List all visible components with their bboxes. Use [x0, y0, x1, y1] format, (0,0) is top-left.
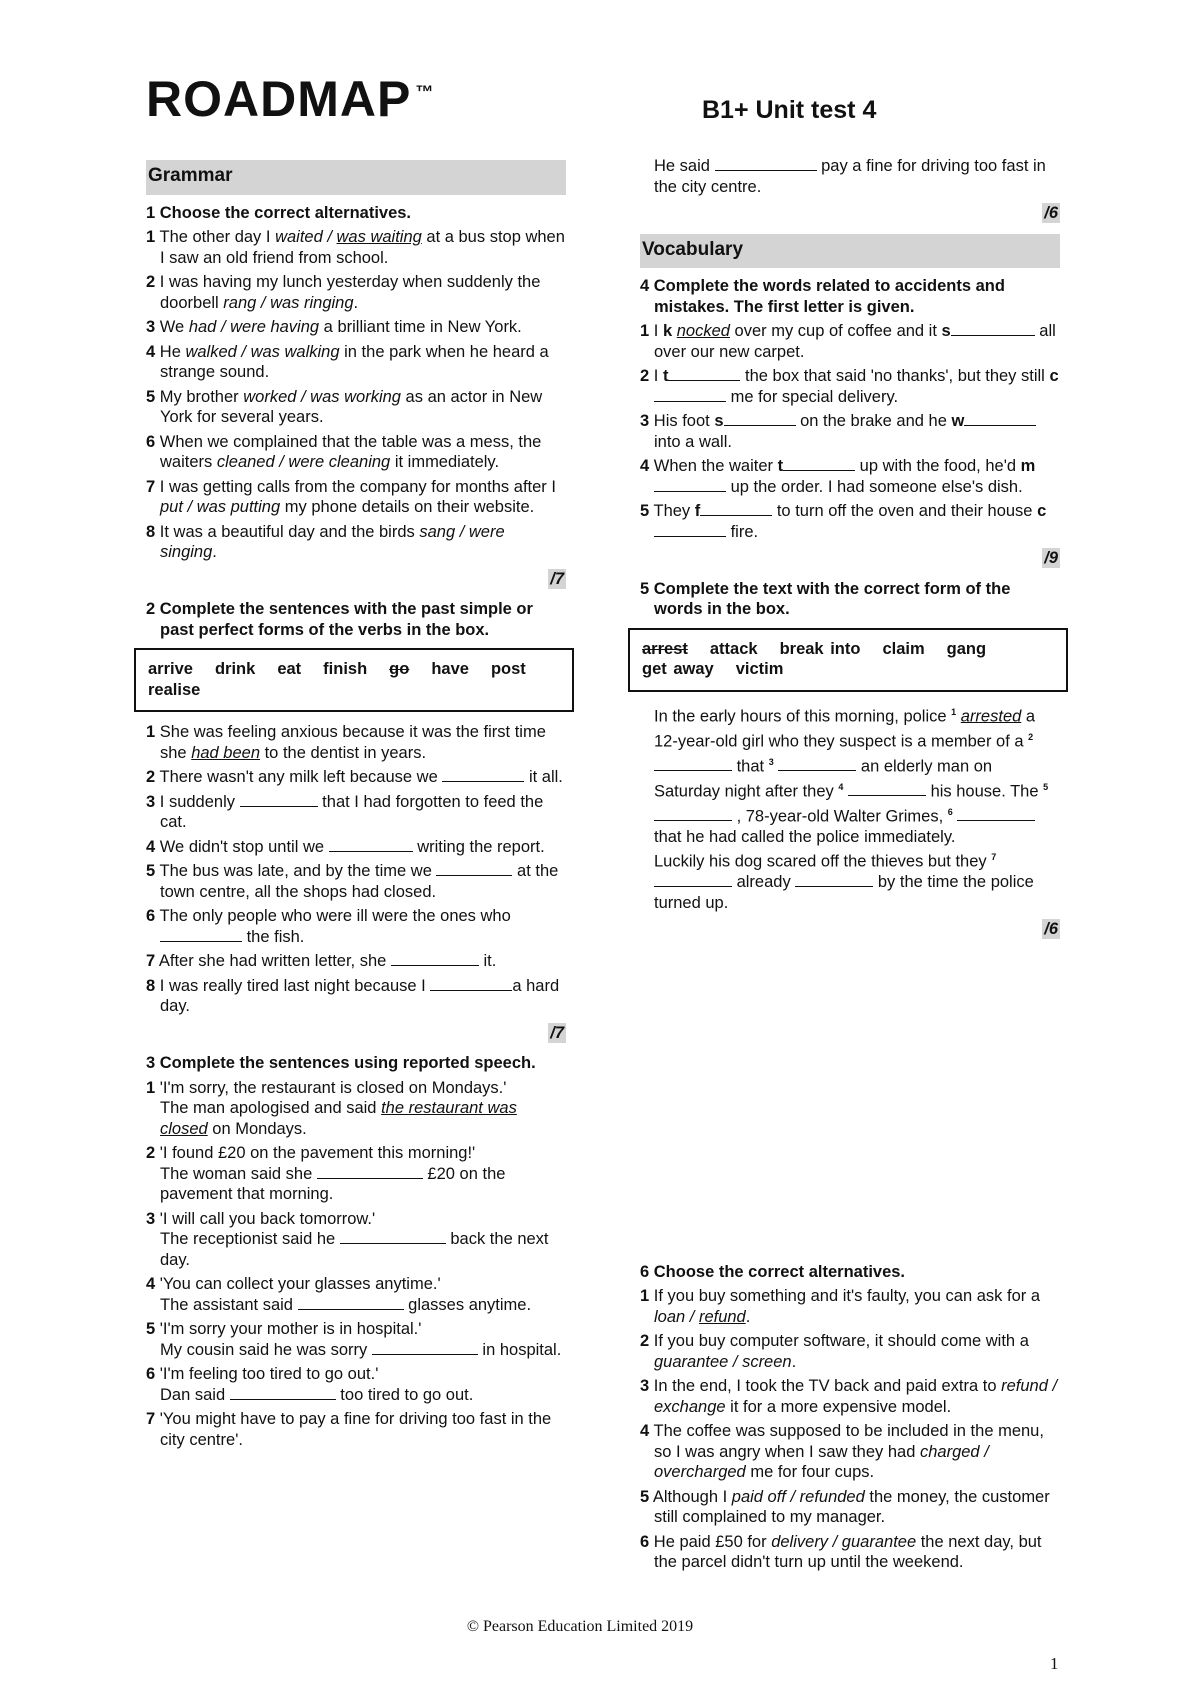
answer-gap[interactable]: [654, 872, 732, 887]
ex6-item-4: 4 The coffee was supposed to be included in the menu, so I was angry when I saw they had charged / overcharged me for four cups.: [640, 1422, 1044, 1481]
answer-gap[interactable]: [724, 411, 796, 426]
answer-gap[interactable]: [430, 976, 512, 991]
answer-gap[interactable]: [230, 1385, 336, 1400]
ex2-word-box: arrive drink eat finish go have postrealise: [134, 648, 574, 712]
answer-gap[interactable]: [795, 872, 873, 887]
ex2-item-1: 1 She was feeling anxious because it was the first time she had been to the dentist in years.: [146, 723, 546, 762]
answer-gap[interactable]: [340, 1229, 446, 1244]
answer-gap[interactable]: [654, 522, 726, 537]
ex6-item-3: 3 In the end, I took the TV back and paid extra to refund / exchange it for a more expensive model.: [640, 1377, 1058, 1416]
ex2-score: /7: [550, 1023, 564, 1042]
ex3-item-2: 2 'I found £20 on the pavement this morning!' The woman said she £20 on the pavement that morning.: [146, 1144, 506, 1203]
left-column: [146, 160, 566, 1450]
ex4-item-4: 4 When the waiter t up with the food, he'd m up the order. I had someone else's dish.: [640, 457, 1036, 496]
ex1-item-6: 6 When we complained that the table was a mess, the waiters cleaned / were cleaning it immediately.: [146, 432, 542, 471]
brand-logo: ROADMAP ™: [146, 71, 435, 127]
exercise-1-title: 1 Choose the correct alternatives.: [146, 203, 412, 222]
answer-gap[interactable]: [715, 156, 817, 171]
right-column: [640, 156, 1060, 1573]
section-heading-vocabulary: Vocabulary: [640, 234, 1060, 269]
answer-gap[interactable]: [372, 1340, 478, 1355]
ex3-item-6: 6 'I'm feeling too tired to go out.' Dan said too tired to go out.: [146, 1365, 474, 1404]
ex5-word-box: arrest attack break into claim gangget away victim: [628, 628, 1068, 692]
ex1-item-8: 8 It was a beautiful day and the birds sang / were singing.: [146, 522, 505, 561]
answer-gap[interactable]: [668, 366, 740, 381]
answer-gap[interactable]: [329, 837, 413, 852]
ex5-text: In the early hours of this morning, police $^1$ arrested a 12-year-old girl who they suspect is a member of a $^2$ that $^3$ an elderly man on Saturday night after they $^4$ his house. The $^5$ , 78-year-old Walter Grimes, $^6$ that he had called the police immediately. Luckily his dog scared off the thieves but they $^7$ already by the time the police turned up.: [654, 706, 1049, 912]
exercise-2-title: 2 Complete the sentences with the past simple or past perfect forms of the verbs in the box.: [146, 600, 533, 639]
answer-gap[interactable]: [160, 927, 242, 942]
ex2-item-5: 5 The bus was late, and by the time we at the town centre, all the shops had closed.: [146, 862, 559, 901]
answer-gap[interactable]: [700, 501, 772, 516]
page-number: 1: [1050, 1654, 1059, 1673]
answer-gap[interactable]: [298, 1295, 404, 1310]
ex2-item-2: 2 There wasn't any milk left because we it all.: [146, 768, 563, 786]
answer-gap[interactable]: [778, 756, 856, 771]
answer-gap[interactable]: [654, 806, 732, 821]
ex2-item-3: 3 I suddenly that I had forgotten to feed the cat.: [146, 792, 544, 831]
answer-gap[interactable]: [848, 781, 926, 796]
answer-gap[interactable]: [240, 792, 318, 807]
answer-gap[interactable]: [654, 477, 726, 492]
copyright-notice: © Pearson Education Limited 2019: [466, 1618, 694, 1635]
ex5-score: /6: [1044, 920, 1058, 938]
ex4-item-2: 2 I t the box that said 'no thanks', but they still c me for special delivery.: [640, 367, 1059, 406]
ex2-item-4: 4 We didn't stop until we writing the report.: [146, 837, 545, 856]
ex3-item-7-answer: He said pay a fine for driving too fast in the city centre.: [654, 157, 1046, 196]
answer-gap[interactable]: [317, 1164, 423, 1179]
ex4-item-5: 5 They f to turn off the oven and their house c fire.: [640, 502, 1047, 541]
ex6-item-1: 1 If you buy something and it's faulty, you can ask for a loan / refund.: [640, 1287, 1041, 1326]
ex4-item-3: 3 His foot s on the brake and he w into a wall.: [640, 411, 1060, 452]
answer-gap[interactable]: [951, 321, 1035, 336]
ex2-item-7: 7 After she had written letter, she it.: [146, 952, 497, 970]
ex3-item-4: 4 'You can collect your glasses anytime.' The assistant said glasses anytime.: [146, 1275, 532, 1314]
exercise-3-title: 3 Complete the sentences using reported speech.: [146, 1054, 536, 1072]
answer-gap[interactable]: [442, 767, 524, 782]
section-heading-grammar: Grammar: [146, 160, 566, 195]
unit-title: B1+ Unit test 4: [702, 96, 877, 124]
exercise-5-title: 5 Complete the text with the correct form of the words in the box.: [640, 579, 1011, 618]
exercise-4-title: 4 Complete the words related to accidents and mistakes. The first letter is given.: [640, 277, 1005, 316]
ex1-item-2: 2 I was having my lunch yesterday when suddenly the doorbell rang / was ringing.: [146, 273, 541, 312]
ex2-item-8: 8 I was really tired last night because I a hard day.: [146, 976, 560, 1015]
answer-gap[interactable]: [957, 806, 1035, 821]
answer-gap[interactable]: [654, 387, 726, 402]
answer-gap[interactable]: [436, 861, 512, 876]
ex3-item-7: 7 'You might have to pay a fine for driving too fast in the city centre'.: [146, 1410, 552, 1449]
exercise-6-title: 6 Choose the correct alternatives.: [640, 1262, 906, 1281]
ex1-item-3: 3 We had / were having a brilliant time in New York.: [146, 318, 522, 336]
answer-gap[interactable]: [654, 756, 732, 771]
ex3-item-1: 1 'I'm sorry, the restaurant is closed on Mondays.' The man apologised and said the restaurant was closed on Mondays.: [146, 1078, 517, 1138]
ex3-score: /6: [1044, 204, 1058, 222]
ex4-score: /9: [1044, 549, 1058, 567]
ex4-item-1: 1 I k nocked over my cup of coffee and it s all over our new carpet.: [640, 322, 1056, 361]
answer-gap[interactable]: [783, 456, 855, 471]
answer-gap[interactable]: [391, 951, 479, 966]
ex1-item-7: 7 I was getting calls from the company for months after I put / was putting my phone details on their website.: [146, 477, 556, 516]
answer-gap[interactable]: [964, 411, 1036, 426]
ex2-item-6: 6 The only people who were ill were the ones who the fish.: [146, 907, 511, 946]
ex6-item-2: 2 If you buy computer software, it should come with a guarantee / screen.: [640, 1332, 1029, 1371]
ex6-item-5: 5 Although I paid off / refunded the money, the customer still complained to my manager.: [640, 1487, 1050, 1526]
ex1-item-1: 1 The other day I waited / was waiting at a bus stop when I saw an old friend from school.: [146, 228, 565, 267]
ex1-item-5: 5 My brother worked / was working as an actor in New York for several years.: [146, 387, 543, 426]
ex1-item-4: 4 He walked / was walking in the park when he heard a strange sound.: [146, 342, 549, 381]
ex3-item-3: 3 'I will call you back tomorrow.' The receptionist said he back the next day.: [146, 1209, 549, 1269]
ex1-score: /7: [550, 569, 564, 588]
ex6-item-6: 6 He paid £50 for delivery / guarantee the next day, but the parcel didn't turn up until the weekend.: [640, 1532, 1042, 1571]
ex3-item-5: 5 'I'm sorry your mother is in hospital.' My cousin said he was sorry in hospital.: [146, 1320, 562, 1359]
